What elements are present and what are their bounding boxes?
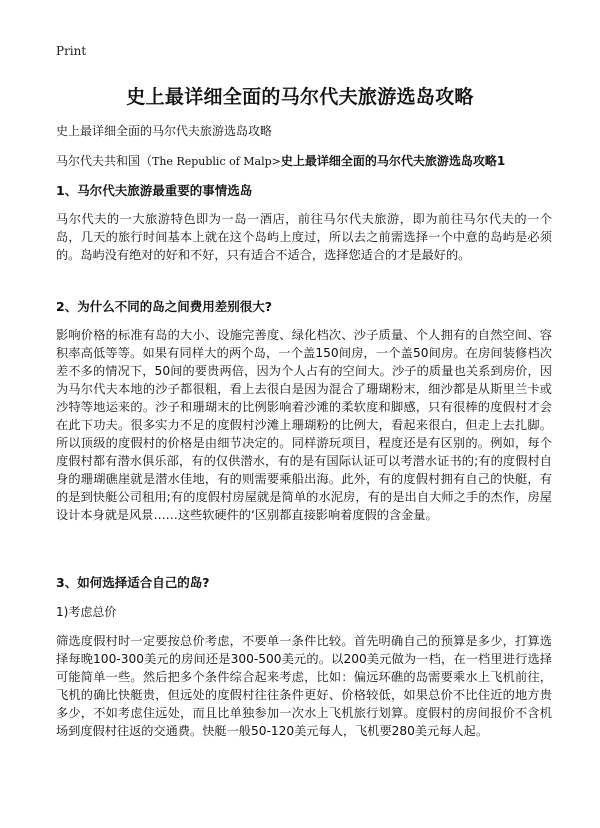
breadcrumb-article-title: 史上最详细全面的马尔代夫旅游选岛攻略1 <box>280 154 506 168</box>
page-title: 史上最详细全面的马尔代夫旅游选岛攻略 <box>126 86 474 108</box>
section-1-heading: 1、马尔代夫旅游最重要的事情选岛 <box>56 183 253 198</box>
page-subtitle: 史上最详细全面的马尔代夫旅游选岛攻略 <box>56 124 273 138</box>
breadcrumb-country: 马尔代夫共和国（ <box>56 154 153 168</box>
breadcrumb-republic: The Republic of Malp> <box>152 155 281 168</box>
section-1-paragraph: 马尔代夫的一大旅游特色即为一岛一酒店，前往马尔代夫旅游，即为前往马尔代夫的一个岛，几天的旅行时间基本上就在这个岛屿上度过，所以去之前需选择一个中意的岛屿是必须的。岛屿没有绝对的好和不好，只有适合不适合，选择您适合的才是最好的。 <box>56 212 552 262</box>
print-label[interactable]: Print <box>56 44 87 58</box>
breadcrumb <box>56 152 586 169</box>
section-3-paragraph: 筛选度假村时一定要按总价考虑，不要单一条件比较。首先明确自己的预算是多少，打算选择每晚100-300美元的房间还是300-500美元的。以200美元做为一档，在一档里进行选择可能简单一些。然后把多个条件综合起来考虑，比如：偏远环礁的岛需要乘水上飞机前往，飞机的确比快艇贵，但远处的度假村往往条件更好、价格较低，如果总价不比住近的地方贵多少，不如考虑住远处，而且比单独参加一次水上飞机旅行划算。度假村的房间报价不含机场到度假村往返的交通费。快艇一般50-120美元每人，飞机要280美元每人起。 <box>56 634 552 738</box>
section-3-heading: 3、如何选择适合自己的岛? <box>56 575 210 590</box>
section-2-paragraph: 影响价格的标准有岛的大小、设施完善度、绿化档次、沙子质量、个人拥有的自然空间、容积率高低等等。如果有同样大的两个岛，一个盖150间房，一个盖50间房。在房间装修档次差不多的情况下，50间的要贵两倍，因为个人占有的空间大。沙子的质量也关系到房价，因为马尔代夫本地的沙子都很粗，看上去很白是因为混合了珊瑚粉末，细沙都是从斯里兰卡或沙特等地运来的。沙子和珊瑚末的比例影响着沙滩的柔软度和脚感，只有很棒的度假村才会在此下功夫。很多实力不足的度假村沙滩上珊瑚粉的比例大，看起来很白，但走上去扎脚。所以顶级的度假村的价格是由细节决定的。同样游玩项目，程度还是有区别的。例如，每个度假村都有潜水俱乐部，有的仅供潜水，有的是有国际认证可以考潜水证书的;有的度假村自身的珊瑚礁崖就是潜水佳地，有的则需要乘船出海。此外，有的度假村拥有自己的快艇，有的是到快艇公司租用;有的度假村房屋就是简单的水泥房，有的是出自大师之手的杰作，房屋设计本身就是风景……这些软硬件的‘区别都直接影响着度假的含金量。 <box>56 328 552 522</box>
section-2-heading: 2、为什么不同的岛之间费用差别很大? <box>56 299 272 314</box>
section-3-subheading: 1)考虑总价 <box>56 605 117 619</box>
